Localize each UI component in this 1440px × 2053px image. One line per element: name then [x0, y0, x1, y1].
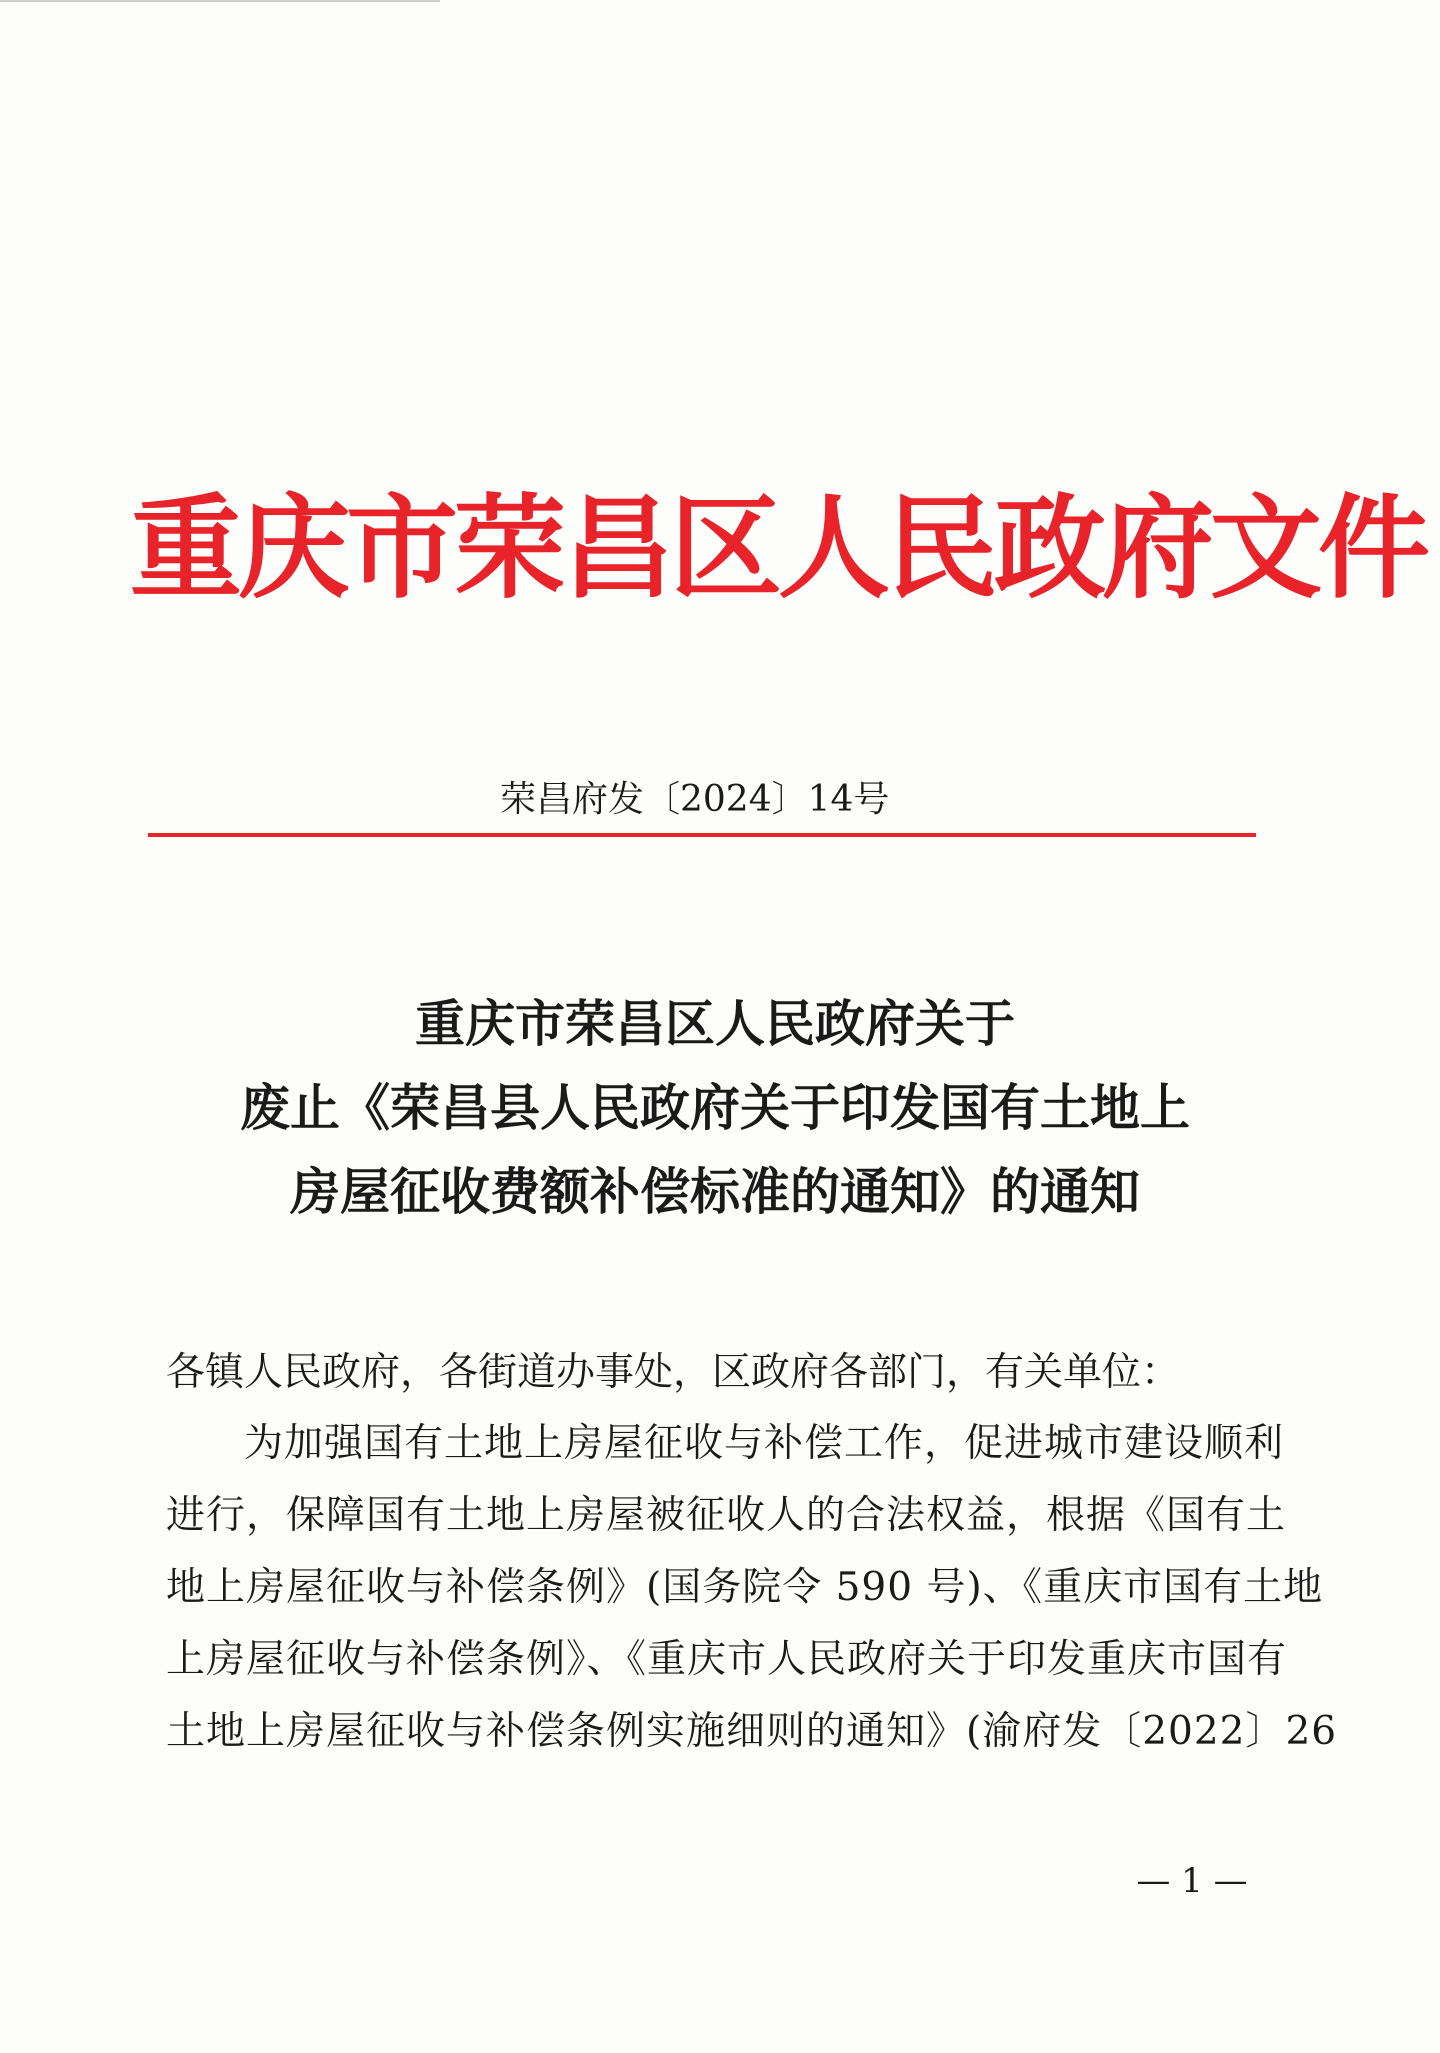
document-number: 荣昌府发〔2024〕14号: [500, 779, 890, 820]
body-line-3: 地上房屋征收与补偿条例》(国务院令 590 号)、《重庆市国有土地: [166, 1565, 1324, 1610]
salutation: 各镇人民政府，各街道办事处，区政府各部门，有关单位：: [166, 1350, 1181, 1395]
agency-header-title: 重庆市荣昌区人民政府文件: [130, 484, 1426, 614]
body-paragraph: [166, 1408, 1338, 1768]
notice-title: [150, 982, 1280, 1234]
body-line-2: 进行，保障国有土地上房屋被征收人的合法权益，根据《国有土: [166, 1493, 1287, 1538]
red-separator-rule: [148, 833, 1256, 837]
scan-edge-line: [0, 0, 440, 2]
title-line-2: 废止《荣昌县人民政府关于印发国有土地上: [240, 1078, 1190, 1137]
body-line-4: 上房屋征收与补偿条例》、《重庆市人民政府关于印发重庆市国有: [166, 1637, 1288, 1682]
title-line-3: 房屋征收费额补偿标准的通知》的通知: [290, 1162, 1140, 1221]
body-line-5: 土地上房屋征收与补偿条例实施细则的通知》(渝府发〔2022〕26: [166, 1709, 1338, 1754]
page-number: — 1 —: [1136, 1861, 1248, 1901]
body-line-1: 为加强国有土地上房屋征收与补偿工作，促进城市建设顺利: [244, 1421, 1285, 1466]
title-line-1: 重庆市荣昌区人民政府关于: [415, 994, 1015, 1053]
